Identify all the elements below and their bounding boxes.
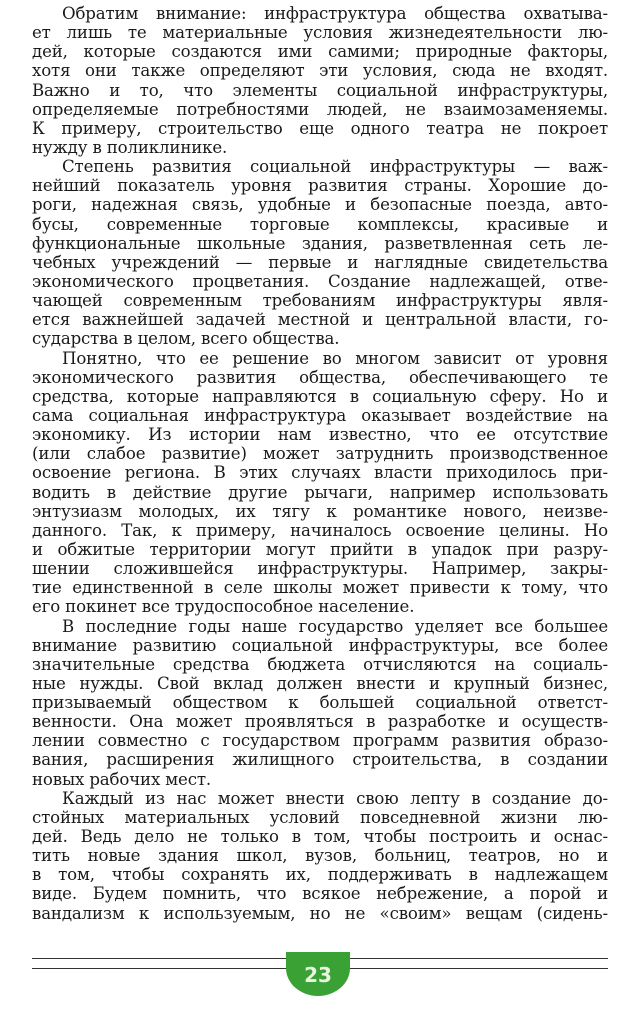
text-line: тить новые здания школ, вузов, больниц, театров, но и (32, 846, 608, 866)
text-line: нужду в поликлинике. (32, 137, 228, 157)
text-line: В последние годы наше государство уделяет все большее (62, 616, 608, 636)
text-line: нейший показатель уровня развития страны. Хорошие до- (32, 176, 608, 196)
text-line: роги, надежная связь, удобные и безопасные поезда, авто- (32, 195, 608, 215)
text-line: дей. Ведь дело не только в том, чтобы построить и оснас- (32, 827, 608, 847)
text-line: новых рабочих мест. (32, 769, 212, 789)
text-line: в том, чтобы сохранять их, поддерживать в надлежащем (32, 865, 608, 885)
text-line: ные нужды. Свой вклад должен внести и крупный бизнес, (32, 673, 608, 693)
paragraph (32, 617, 608, 789)
text-line: шении сложившейся инфраструктуры. Например, закры- (32, 559, 608, 579)
text-line: лении совместно с государством программ развития образо- (32, 731, 608, 751)
paragraph (32, 4, 608, 157)
text-line: экономического развития общества, обеспечивающего те (32, 367, 608, 387)
text-line: виде. Будем помнить, что всякое небрежение, а порой и (32, 884, 608, 904)
text-line: призываемый обществом к большей социальной ответст- (32, 693, 608, 713)
text-line: и обжитые территории могут прийти в упадок при разру- (32, 539, 608, 559)
paragraph (32, 789, 608, 923)
text-line: средства, которые направляются в социальную сферу. Но и (32, 386, 608, 406)
text-line: водить в действие другие рычаги, например использовать (32, 482, 608, 502)
text-line: стойных материальных условий повседневной жизни лю- (32, 807, 608, 827)
text-line: внимание развитию социальной инфраструктуры, все более (32, 635, 608, 655)
text-line: экономического процветания. Создание надлежащей, отве- (32, 271, 608, 291)
text-line: освоение региона. В этих случаях власти приходилось при- (32, 463, 608, 483)
text-line: Понятно, что ее решение во многом зависит от уровня (62, 348, 608, 368)
body-text (32, 4, 608, 923)
text-line: ет лишь те материальные условия жизнедеятельности лю- (32, 23, 608, 43)
text-line: чебных учреждений — первые и наглядные свидетельства (32, 252, 608, 272)
text-line: определяемые потребностями людей, не взаимозаменяемы. (32, 99, 608, 119)
text-line: хотя они также определяют эти условия, сюда не входят. (32, 61, 608, 81)
paragraph (32, 157, 608, 348)
text-line: значительные средства бюджета отчисляются на социаль- (32, 654, 608, 674)
page-number: 23 (304, 963, 332, 987)
text-line: Обратим внимание: инфраструктура общества охватыва- (62, 4, 608, 23)
text-line: тие единственной в селе школы может привести к тому, что (32, 578, 608, 598)
text-line: К примеру, строительство еще одного театра не покроет (32, 118, 608, 138)
text-line: Важно и то, что элементы социальной инфраструктуры, (32, 80, 608, 100)
text-line: энтузиазм молодых, их тягу к романтике нового, неизве- (32, 501, 608, 521)
paragraph (32, 349, 608, 617)
text-line: бусы, современные торговые комплексы, красивые и (32, 214, 608, 234)
text-line: дей, которые создаются ими самими; природные факторы, (32, 42, 608, 62)
text-line: (или слабое развитие) может затруднить производственное (32, 444, 608, 464)
text-line: данного. Так, к примеру, начиналось освоение целины. Но (32, 520, 608, 540)
text-line: ется важнейшей задачей местной и центральной власти, го- (32, 310, 608, 330)
page-number-badge (286, 952, 350, 996)
text-line: Каждый из нас может внести свою лепту в создание до- (62, 788, 608, 808)
text-line: чающей современным требованиям инфраструктуры явля- (32, 291, 608, 311)
text-line: экономику. Из истории нам известно, что ее отсутствие (32, 425, 608, 445)
text-line: сама социальная инфраструктура оказывает воздействие на (32, 405, 608, 425)
text-line: венности. Она может проявляться в разработке и осуществ- (32, 712, 608, 732)
text-line: функциональные школьные здания, разветвленная сеть ле- (32, 233, 608, 253)
text-line: сударства в целом, всего общества. (32, 329, 340, 349)
text-line: вандализм к используемым, но не «своим» вещам (сидень- (32, 903, 608, 923)
text-line: вания, расширения жилищного строительства, в создании (32, 750, 608, 770)
text-line: Степень развития социальной инфраструктуры — важ- (62, 157, 608, 177)
text-line: его покинет все трудоспособное население. (32, 597, 415, 617)
